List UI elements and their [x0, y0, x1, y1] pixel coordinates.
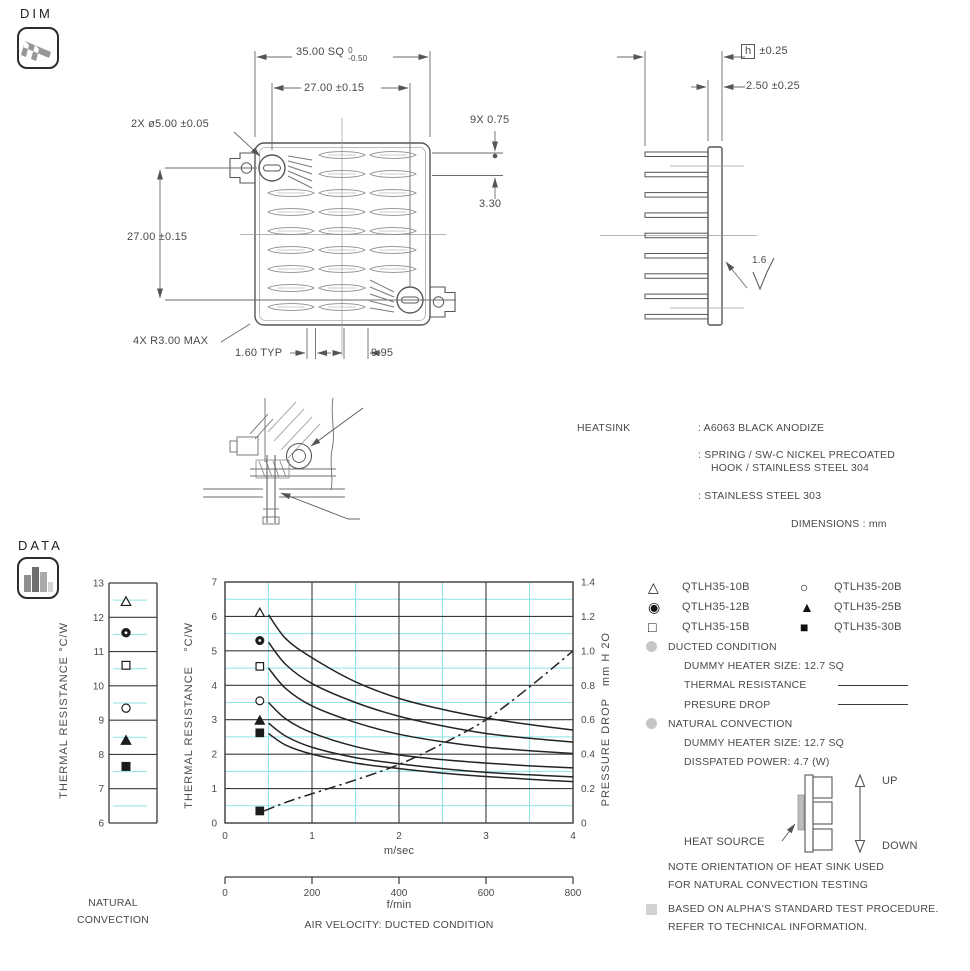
- svg-text:0: 0: [211, 818, 217, 830]
- svg-text:0.6: 0.6: [581, 715, 595, 727]
- svg-text:0: 0: [222, 831, 228, 842]
- svg-text:9: 9: [98, 715, 104, 727]
- legend-marker-icon: □: [648, 619, 657, 635]
- legend-marker-icon: ◉: [648, 598, 661, 615]
- legend-label: QTLH35-15B: [682, 621, 750, 633]
- pressure-drop-key: PRESURE DROP: [668, 695, 908, 714]
- svg-text:7: 7: [211, 577, 217, 589]
- svg-text:1.0: 1.0: [581, 646, 595, 658]
- dim-height: h ±0.25: [741, 44, 788, 59]
- dim-hole-pitch-h: 27.00 ±0.15: [304, 82, 365, 94]
- svg-text:1: 1: [309, 831, 315, 842]
- material-row-spring: : SPRING / SW-C NICKEL PRECOATED: [698, 449, 895, 461]
- mini-chart-caption: NATURAL CONVECTION: [76, 897, 149, 926]
- bar-chart-icon: [16, 556, 60, 600]
- heatsink-side-view-base: [708, 147, 722, 325]
- legend-item: [800, 578, 902, 596]
- svg-text:1: 1: [211, 784, 217, 796]
- orientation-drawing: [782, 775, 865, 852]
- svg-text:200: 200: [303, 888, 321, 899]
- svg-text:0: 0: [222, 888, 228, 899]
- ducted-heater-size: DUMMY HEATER SIZE: 12.7 SQ: [684, 659, 845, 672]
- up-label: UP: [882, 775, 898, 787]
- legend-item: [648, 578, 750, 596]
- dim-hole-pitch-v: 27.00 ±0.15: [127, 231, 188, 243]
- dim-slot-count: 9X 0.75: [470, 114, 510, 126]
- svg-text:400: 400: [390, 888, 408, 899]
- legend-marker-icon: △: [648, 578, 659, 595]
- dim-overall-size: 35.00 SQ 0 -0.50: [296, 46, 368, 63]
- svg-text:4: 4: [211, 680, 217, 692]
- dimension-lines: [160, 51, 747, 359]
- legend-marker-icon: ▲: [800, 599, 814, 615]
- dim-holes: 2X ø5.00 ±0.05: [131, 118, 209, 130]
- material-row-pin: : STAINLESS STEEL 303: [698, 490, 822, 502]
- main-chart-caption: AIR VELOCITY: DUCTED CONDITION: [304, 919, 494, 931]
- down-arrow-icon: [856, 841, 865, 853]
- legend-marker-icon: ○: [800, 579, 809, 595]
- svg-text:800: 800: [564, 888, 582, 899]
- dim-base-thickness: 2.50 ±0.25: [746, 80, 800, 92]
- material-row-hook: HOOK / STAINLESS STEEL 304: [711, 462, 870, 474]
- svg-text:6: 6: [211, 611, 217, 623]
- dim-corner-radius: 4X R3.00 MAX: [133, 335, 209, 347]
- mini-y-label: THERMAL RESISTANCE: [58, 656, 70, 799]
- bullet-icon: [646, 641, 657, 652]
- material-row-heatsink: : A6063 BLACK ANODIZE: [698, 422, 825, 434]
- dim-fin-spacing: 9.95: [371, 347, 394, 359]
- legend-label: QTLH35-10B: [682, 581, 750, 593]
- legend-label: QTLH35-25B: [834, 601, 902, 613]
- legend-item: [648, 618, 750, 636]
- test-procedure-note: BASED ON ALPHA'S STANDARD TEST PROCEDURE. REFER TO TECHNICAL INFORMATION.: [668, 903, 939, 933]
- detail-view-drawing: [203, 398, 363, 524]
- dim-fin-thickness: 1.60 TYP: [235, 347, 283, 359]
- svg-text:0.2: 0.2: [581, 784, 595, 796]
- svg-text:1.2: 1.2: [581, 611, 595, 623]
- main-y-label-left: THERMAL RESISTANCE: [183, 666, 195, 809]
- svg-text:2: 2: [396, 831, 402, 842]
- solid-line-sample: [838, 685, 908, 686]
- svg-text:12: 12: [92, 612, 104, 624]
- dimensions-unit-note: DIMENSIONS : mm: [791, 518, 887, 530]
- svg-text:0.8: 0.8: [581, 680, 595, 692]
- svg-text:0.4: 0.4: [581, 749, 595, 761]
- svg-text:13: 13: [92, 578, 104, 590]
- natural-convection-chart: [85, 570, 170, 835]
- orientation-note: NOTE ORIENTATION OF HEAT SINK USED FOR NATURAL CONVECTION TESTING: [668, 861, 885, 891]
- data-section-label: DATA: [18, 538, 63, 553]
- svg-text:0: 0: [581, 818, 587, 830]
- test-condition-notes: [668, 637, 908, 772]
- legend-marker-icon: ■: [800, 619, 809, 635]
- caliper-icon: [16, 26, 60, 70]
- heat-source-label: HEAT SOURCE: [684, 836, 765, 848]
- svg-text:3: 3: [483, 831, 489, 842]
- svg-text:5: 5: [211, 646, 217, 658]
- svg-text:4: 4: [570, 831, 576, 842]
- main-y-unit-left: °C/W: [183, 622, 195, 652]
- main-y-label-right: PRESSURE DROP: [600, 698, 612, 807]
- mini-y-unit: °C/W: [58, 622, 70, 652]
- legend-item: [648, 598, 750, 616]
- legend-label: QTLH35-12B: [682, 601, 750, 613]
- main-y-unit-right: mm H 2O: [600, 632, 612, 687]
- svg-text:2: 2: [211, 749, 217, 761]
- svg-text:1.4: 1.4: [581, 577, 595, 589]
- legend-label: QTLH35-20B: [834, 581, 902, 593]
- natural-convection-heading: NATURAL CONVECTION: [668, 714, 908, 733]
- main-x2-label: f/min: [386, 899, 412, 911]
- legend: [648, 578, 948, 642]
- natural-heater-size: DUMMY HEATER SIZE: 12.7 SQ: [684, 737, 845, 750]
- svg-text:8: 8: [98, 749, 104, 761]
- svg-text:10: 10: [92, 681, 104, 693]
- svg-text:11: 11: [93, 647, 104, 659]
- thermal-resistance-key: THERMAL RESISTANCE: [668, 676, 908, 695]
- down-label: DOWN: [882, 840, 918, 852]
- solid-line-sample: [838, 704, 908, 705]
- legend-item: [800, 598, 902, 616]
- materials-heading: HEATSINK: [577, 422, 631, 434]
- dimension-dot: [493, 154, 498, 159]
- square-bullet-icon: [646, 904, 657, 915]
- svg-text:3: 3: [211, 715, 217, 727]
- dim-section-label: DIM: [20, 6, 53, 21]
- legend-label: QTLH35-30B: [834, 621, 902, 633]
- legend-item: [800, 618, 902, 636]
- main-x-label: m/sec: [383, 845, 415, 857]
- svg-text:600: 600: [477, 888, 495, 899]
- dim-slot-pitch: 3.30: [479, 198, 502, 210]
- dissipated-power: DISSPATED POWER: 4.7 (W): [684, 756, 830, 769]
- heat-source-block: [798, 795, 804, 830]
- dim-surface-roughness: 1.6: [752, 255, 767, 266]
- ducted-condition-heading: DUCTED CONDITION: [668, 637, 908, 656]
- svg-text:6: 6: [98, 818, 104, 830]
- up-arrow-icon: [856, 775, 865, 787]
- svg-text:7: 7: [98, 784, 104, 796]
